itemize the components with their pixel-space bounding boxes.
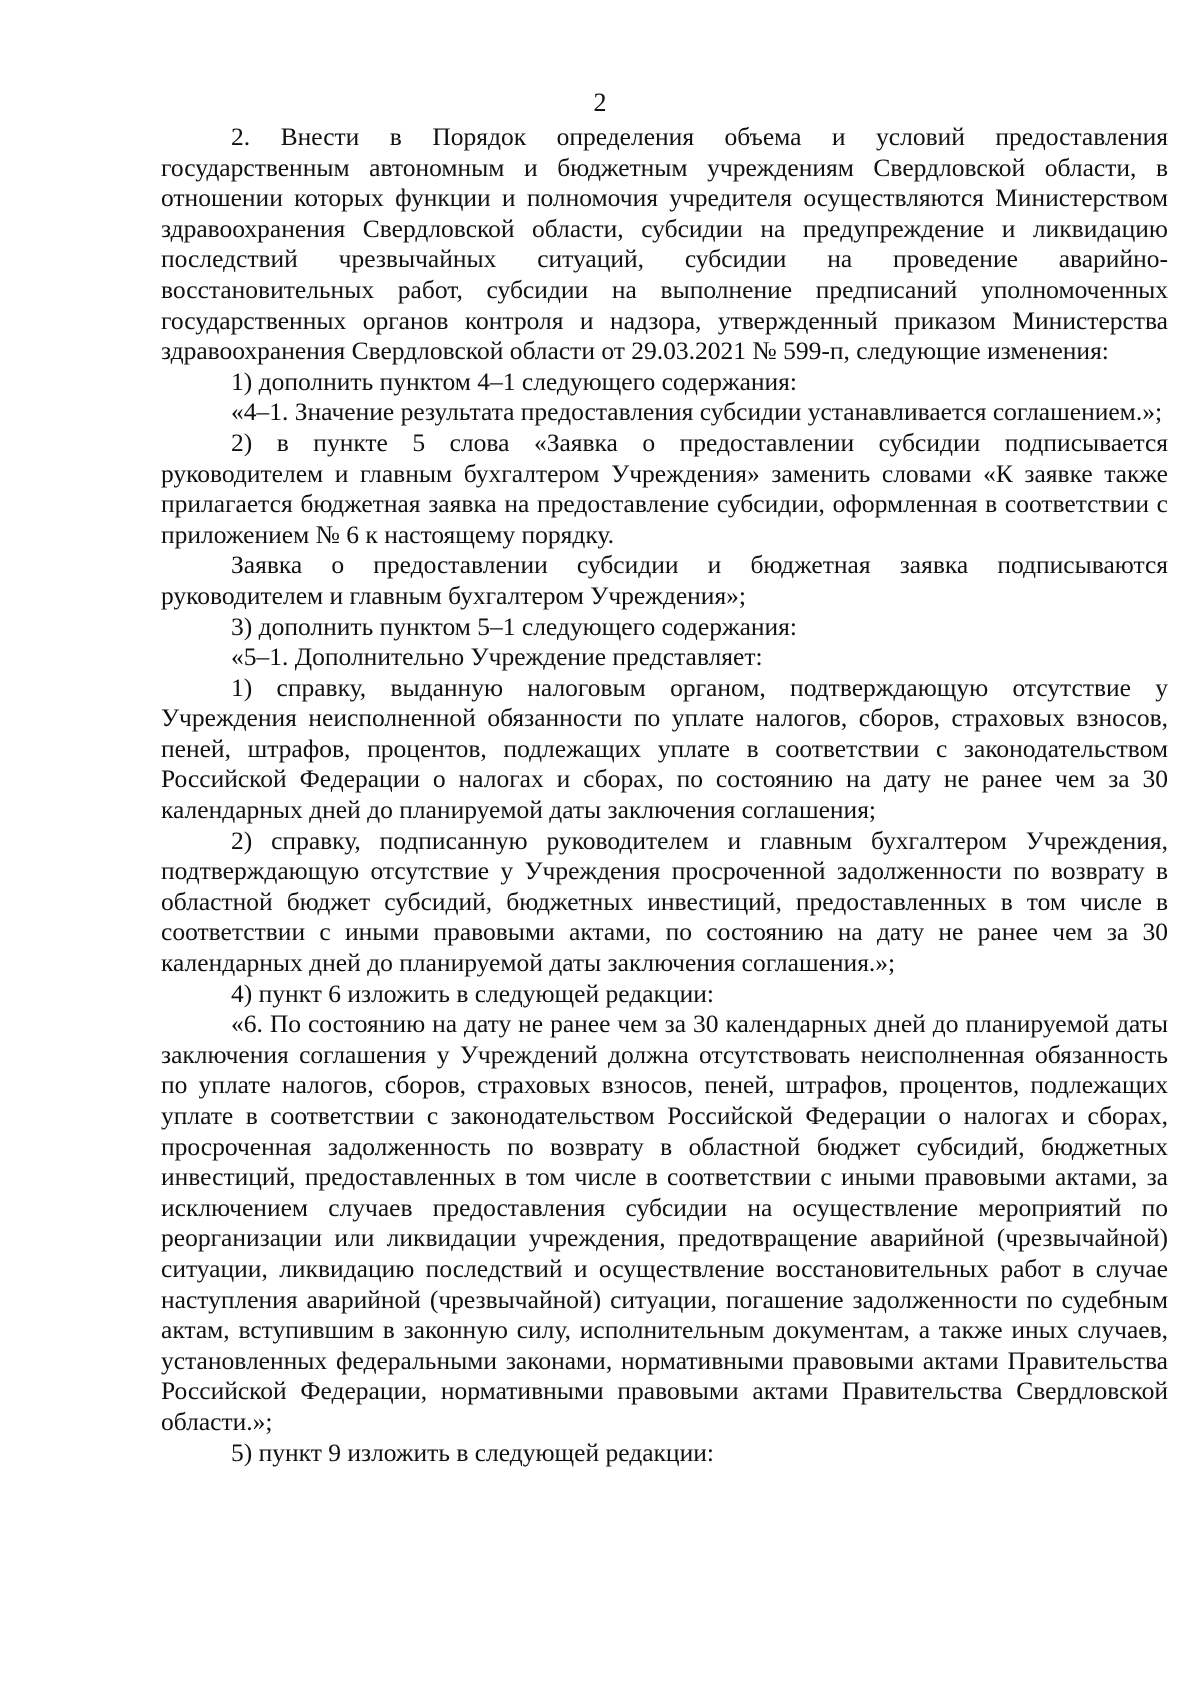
paragraph-item-2: 2) в пункте 5 слова «Заявка о предоставлении субсидии подписывается руководителем и главным бухгалтером Учреждения» заменить словами «К заявке также прилагается бюджетная заявка на предоставление субсидии, оформленная в соответствии с приложением № 6 к настоящему порядку.	[161, 427, 1168, 549]
paragraph-amendment-intro: 2. Внести в Порядок определения объема и условий предоставления государственным автономным и бюджетным учреждениям Свердловской области, в отношении которых функции и полномочия учредителя осуществляются Министерством здравоохранения Свердловской области, субсидии на предупреждение и ликвидацию последствий чрезвычайных ситуаций, субсидии на проведение аварийно-восстановительных работ, субсидии на выполнение предписаний уполномоченных государственных органов контроля и надзора, утвержденный приказом Министерства здравоохранения Свердловской области от 29.03.2021 № 599-п, следующие изменения:	[161, 122, 1168, 366]
document-body	[161, 122, 1168, 1468]
paragraph-item-1: 1) дополнить пунктом 4–1 следующего содержания:	[231, 366, 797, 396]
paragraph-item-4: 4) пункт 6 изложить в следующей редакции:	[231, 978, 714, 1008]
page-number: 2	[593, 88, 607, 117]
paragraph-clause-4-1: «4–1. Значение результата предоставления субсидии устанавливается соглашением.»;	[231, 397, 1163, 427]
paragraph-clause-6: «6. По состоянию на дату не ранее чем за 30 календарных дней до планируемой даты заключения соглашения у Учреждений должна отсутствовать неисполненная обязанность по уплате налогов, сборов, страховых взносов, пеней, штрафов, процентов, подлежащих уплате в соответствии с законодательством Российской Федерации о налогах и сборах, просроченная задолженность по возврату в областной бюджет субсидий, бюджетных инвестиций, предоставленных в том числе в соответствии с иными правовыми актами, за исключением случаев предоставления субсидии на осуществление мероприятий по реорганизации или ликвидации учреждения, предотвращение аварийной (чрезвычайной) ситуации, ликвидацию последствий и осуществление восстановительных работ в случае наступления аварийной (чрезвычайной) ситуации, погашение задолженности по судебным актам, вступившим в законную силу, исполнительным документам, а также иных случаев, установленных федеральными законами, нормативными правовыми актами Правительства Российской Федерации, нормативными правовыми актами Правительства Свердловской области.»;	[161, 1009, 1168, 1436]
paragraph-item-5: 5) пункт 9 изложить в следующей редакции:	[231, 1437, 714, 1467]
paragraph-debt-certificate: 2) справку, подписанную руководителем и главным бухгалтером Учреждения, подтверждающую отсутствие у Учреждения просроченной задолженности по возврату в областной бюджет субсидий, бюджетных инвестиций, предоставленных в том числе в соответствии с иными правовыми актами, по состоянию на дату не ранее чем за 30 календарных дней до планируемой даты заключения соглашения.»;	[161, 825, 1168, 978]
paragraph-clause-5-1: «5–1. Дополнительно Учреждение представляет:	[231, 642, 763, 672]
paragraph-item-3: 3) дополнить пунктом 5–1 следующего содержания:	[231, 611, 797, 641]
paragraph-tax-certificate: 1) справку, выданную налоговым органом, подтверждающую отсутствие у Учреждения неисполненной обязанности по уплате налогов, сборов, страховых взносов, пеней, штрафов, процентов, подлежащих уплате в соответствии с законодательством Российской Федерации о налогах и сборах, по состоянию на дату не ранее чем за 30 календарных дней до планируемой даты заключения соглашения;	[161, 672, 1168, 825]
paragraph-application-signing: Заявка о предоставлении субсидии и бюджетная заявка подписываются руководителем и главным бухгалтером Учреждения»;	[161, 550, 1168, 610]
